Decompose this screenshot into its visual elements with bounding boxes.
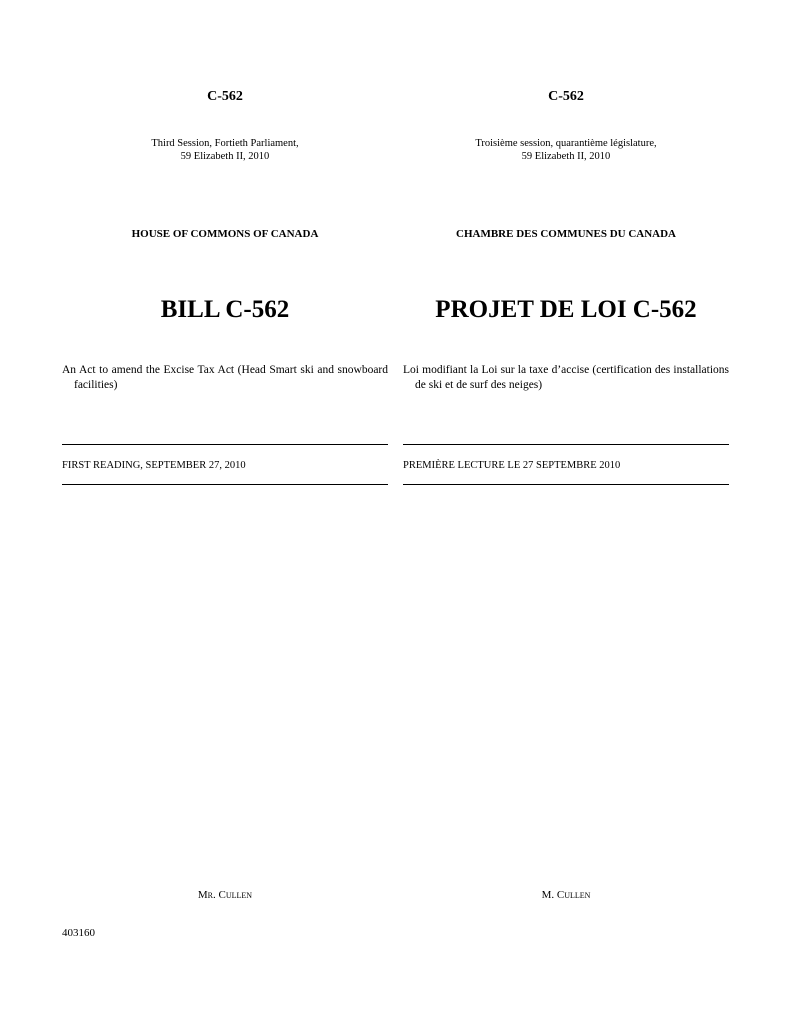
act-title: Loi modifiant la Loi sur la taxe d’accise (certification des installations de ski et de surf des neiges) [403, 364, 729, 391]
sponsor-name: M. Cullen [541, 889, 591, 901]
first-reading: FIRST READING, SEPTEMBER 27, 2010 [62, 460, 246, 471]
sponsor-name: Mr. Cullen [197, 889, 253, 901]
bill-title: PROJET DE LOI C-562 [435, 296, 697, 323]
session-info [62, 137, 388, 163]
english-column [62, 0, 388, 1024]
document-number: 403160 [62, 927, 95, 939]
first-reading: PREMIÈRE LECTURE LE 27 SEPTEMBRE 2010 [403, 460, 621, 471]
house-name: HOUSE OF COMMONS OF CANADA [131, 228, 319, 240]
house-name: CHAMBRE DES COMMUNES DU CANADA [456, 228, 676, 240]
bill-title: BILL C-562 [160, 296, 290, 323]
french-column [403, 0, 729, 1024]
bill-code: C-562 [207, 89, 243, 104]
session-date: 59 Elizabeth II, 2010 [521, 151, 611, 162]
session-line: Troisième session, quarantième législature, [475, 138, 657, 149]
session-line: Third Session, Fortieth Parliament, [151, 138, 299, 149]
session-info [403, 137, 729, 163]
divider-bottom [403, 484, 729, 485]
session-date: 59 Elizabeth II, 2010 [180, 151, 270, 162]
act-title: An Act to amend the Excise Tax Act (Head Smart ski and snowboard facilities) [62, 364, 388, 391]
divider-top [62, 444, 388, 445]
divider-bottom [62, 484, 388, 485]
divider-top [403, 444, 729, 445]
bill-code: C-562 [548, 89, 584, 104]
